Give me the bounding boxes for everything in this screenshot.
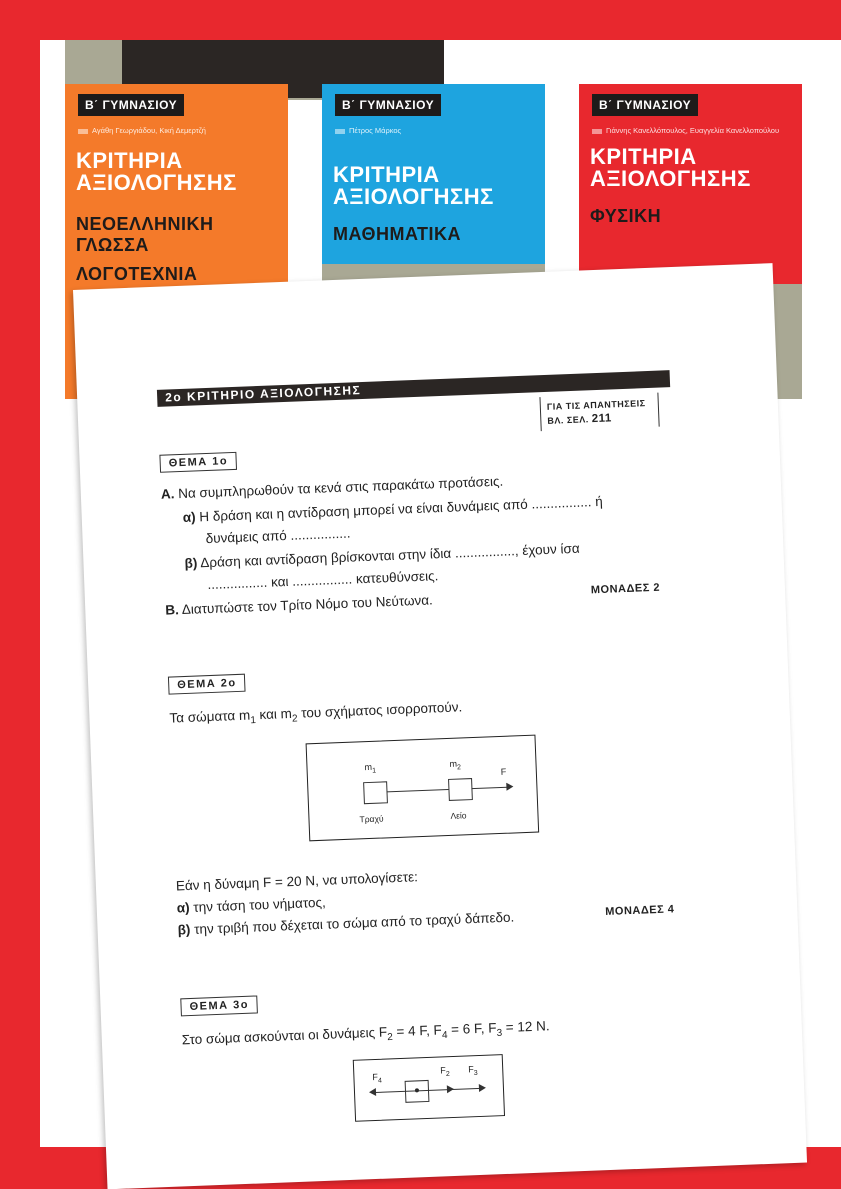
thema1-item-a-cont: δυνάμεις από ................	[205, 525, 351, 547]
item-text: Η δράση και η αντίδραση μπορεί να είναι δυνάμεις από ................ ή	[199, 493, 603, 525]
diagram-label-f4: $F_4$	[372, 1071, 383, 1085]
arrow-f4-head	[369, 1088, 376, 1096]
diagram-label-m1: $m_1$	[364, 761, 377, 775]
exam-sheet	[73, 263, 807, 1189]
question-letter: Α.	[160, 486, 175, 502]
block-m1	[363, 781, 388, 804]
string-line	[386, 789, 448, 792]
block-m2	[448, 778, 473, 801]
intro-text: του σχήματος ισορροπούν.	[297, 699, 463, 721]
sheet-header: 2ο ΚΡΙΤΗΡΙΟ ΑΞΙΟΛΟΓΗΣΗΣ	[157, 370, 670, 407]
intro-text: = 12 N.	[501, 1018, 550, 1036]
cover-authors: Πέτρος Μάρκος	[335, 126, 401, 135]
answers-reference	[539, 393, 659, 432]
diagram-label-smooth: Λείο	[450, 810, 467, 821]
thema3-label: ΘΕΜΑ 3ο	[180, 995, 258, 1016]
item-text: την τάση του νήματος,	[193, 894, 326, 915]
subscript: 3	[496, 1027, 503, 1039]
cover-title	[76, 150, 237, 194]
thema2-marks: ΜΟΝΑΔΕΣ 4	[605, 903, 675, 919]
cover-title-line1: ΚΡΙΤΗΡΙΑ	[333, 162, 440, 187]
thema2-intro	[169, 699, 462, 729]
cover-title	[333, 164, 494, 208]
thema3-intro	[182, 1018, 550, 1051]
diagram-label-m2: $m_2$	[449, 758, 462, 772]
question-text: Να συμπληρωθούν τα κενά στις παρακάτω προτάσεις.	[177, 473, 504, 502]
cover-subject: ΜΑΘΗΜΑΤΙΚΑ	[333, 224, 462, 244]
cover-subject: ΦΥΣΙΚΗ	[590, 206, 662, 226]
answers-page: 211	[591, 412, 613, 426]
subscript: 4	[441, 1029, 448, 1042]
cover-grade: Β΄ ΓΥΜΝΑΣΙΟΥ	[78, 94, 184, 116]
intro-text: Στο σώμα ασκούνται οι δυνάμεις F	[181, 1024, 388, 1048]
cover-subject: ΝΕΟΕΛΛΗΝΙΚΗ	[76, 214, 214, 234]
thema2-diagram	[306, 735, 540, 842]
cover-subject: ΓΛΩΣΣΑ	[76, 235, 149, 255]
cover-title-line2: ΑΞΙΟΛΟΓΗΣΗΣ	[333, 184, 494, 209]
intro-text: και m	[255, 705, 293, 723]
thema2-label: ΘΕΜΑ 2ο	[168, 674, 246, 695]
answers-line2: ΒΛ. ΣΕΛ.	[547, 414, 589, 426]
diagram-label-rough: Τραχύ	[359, 813, 384, 825]
cover-grade: Β΄ ΓΥΜΝΑΣΙΟΥ	[592, 94, 698, 116]
thema2-item-a	[177, 895, 326, 916]
item-text: την τριβή που δέχεται το σώμα από το τραχύ δάπεδο.	[193, 909, 515, 937]
cover-grade: Β΄ ΓΥΜΝΑΣΙΟΥ	[335, 94, 441, 116]
intro-text: Τα σώματα m	[169, 707, 251, 726]
force-arrow-head	[506, 782, 513, 790]
thema1-item-b-cont: ................ και ................ κατευθύνσεις.	[207, 568, 439, 593]
diagram-label-f2: $F_2$	[440, 1065, 450, 1079]
cover-authors: Γιάννης Κανελλόπουλος, Ευαγγελία Κανελλοπούλου	[592, 126, 779, 135]
item-letter: α)	[182, 509, 196, 525]
cover-title-line2: ΑΞΙΟΛΟΓΗΣΗΣ	[590, 166, 751, 191]
item-letter: α)	[176, 899, 190, 916]
thema2-item-b	[177, 910, 514, 938]
thema1-question-a	[161, 474, 504, 502]
item-letter: β)	[177, 921, 191, 938]
question-text: Διατυπώστε τον Τρίτο Νόμο του Νεύτωνα.	[181, 592, 434, 618]
cover-title-line1: ΚΡΙΤΗΡΙΑ	[76, 148, 183, 173]
thema1-marks: ΜΟΝΑΔΕΣ 2	[590, 581, 661, 597]
diagram-label-f3: $F_3$	[468, 1064, 478, 1077]
question-letter: Β.	[165, 602, 180, 618]
thema1-label: ΘΕΜΑ 1ο	[159, 452, 237, 473]
arrow-f3-head	[479, 1084, 486, 1092]
cover-subject: ΛΟΓΟΤΕΧΝΙΑ	[76, 264, 198, 284]
subscript: 2	[387, 1031, 394, 1044]
thema1-item-b	[184, 541, 580, 571]
answers-line1: ΓΙΑ ΤΙΣ ΑΠΑΝΤΗΣΕΙΣ	[546, 398, 646, 412]
thema1-question-b	[165, 592, 433, 617]
cover-title-line1: ΚΡΙΤΗΡΙΑ	[590, 144, 697, 169]
force-arrow-line	[471, 787, 507, 789]
cover-title	[590, 146, 751, 190]
intro-text: = 6 F, F	[447, 1020, 497, 1038]
thema2-given: Εάν η δύναμη F = 20 N, να υπολογίσετε:	[175, 869, 419, 894]
item-text: Δράση και αντίδραση βρίσκονται στην ίδια ................, έχουν ίσα	[200, 540, 580, 571]
intro-text: = 4 F, F	[392, 1022, 443, 1040]
cover-authors: Αγάθη Γεωργιάδου, Κική Δεμερτζή	[78, 126, 206, 135]
thema3-diagram	[353, 1054, 505, 1122]
arrow-f2-head	[447, 1085, 454, 1093]
subscript: 2	[291, 713, 298, 725]
diagram-label-force: F	[500, 766, 507, 777]
item-letter: β)	[184, 555, 198, 571]
subscript: 1	[250, 714, 257, 727]
cover-title-line2: ΑΞΙΟΛΟΓΗΣΗΣ	[76, 170, 237, 195]
